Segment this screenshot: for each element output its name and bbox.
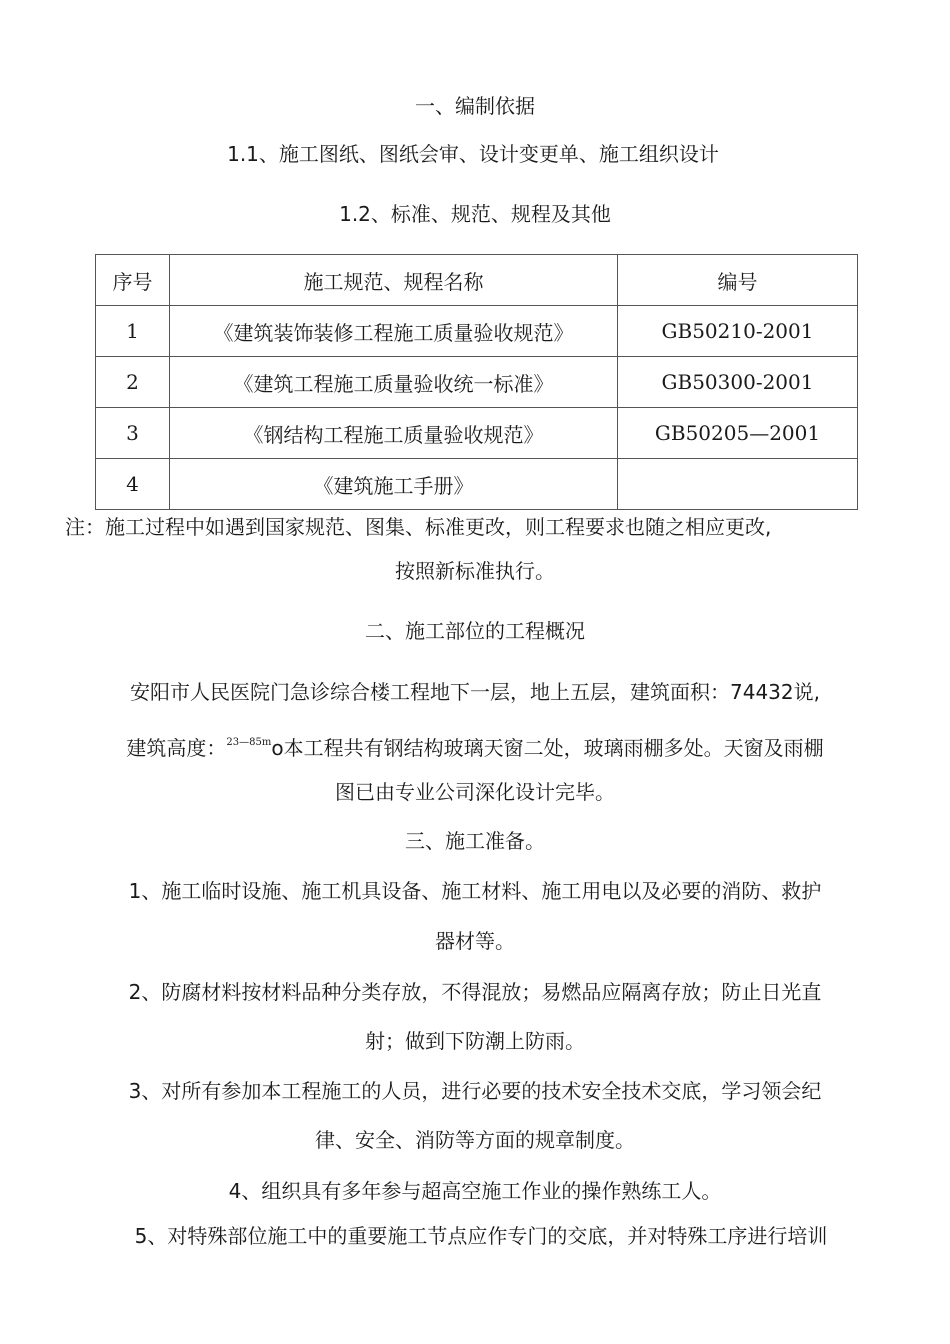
table-row: [96, 408, 858, 459]
header-cell-name: 施工规范、规程名称: [170, 255, 618, 306]
row-code: [618, 459, 858, 510]
standards-table: [95, 254, 858, 510]
table-row: [96, 357, 858, 408]
section2-para-line-3: 图已由专业公司深化设计完毕。: [335, 780, 615, 804]
section2-para-line-1: 安阳市人民医院门急诊综合楼工程地下一层，地上五层，建筑面积：74432说,: [130, 680, 820, 704]
row-no: 2: [96, 357, 170, 408]
row-name: 《钢结构工程施工质量验收规范》: [170, 408, 618, 459]
height-label: 建筑高度：: [126, 736, 227, 760]
note-line-2: 按照新标准执行。: [395, 559, 555, 583]
section2-para-line-2-rest: o本工程共有钢结构玻璃天窗二处，玻璃雨棚多处。天窗及雨棚: [271, 736, 824, 760]
table-row: [96, 459, 858, 510]
section3-item-2-line-1: 2、防腐材料按材料品种分类存放，不得混放；易燃品应隔离存放；防止日光直: [128, 980, 822, 1004]
header-cell-code: 编号: [618, 255, 858, 306]
section2-heading: 二、施工部位的工程概况: [365, 619, 585, 643]
header-cell-no: 序号: [96, 255, 170, 306]
section3-item-1-line-2: 器材等。: [435, 929, 515, 953]
row-no: 1: [96, 306, 170, 357]
row-no: 3: [96, 408, 170, 459]
row-code: GB50210-2001: [618, 306, 858, 357]
height-value: 23—85m: [226, 737, 272, 748]
section3-item-1-line-1: 1、施工临时设施、施工机具设备、施工材料、施工用电以及必要的消防、救护: [128, 879, 822, 903]
row-name: 《建筑施工手册》: [170, 459, 618, 510]
section1-heading: 一、编制依据: [415, 94, 535, 118]
section2-para-line-2: [0, 729, 950, 762]
section3-item-4: 4、组织具有多年参与超高空施工作业的操作熟练工人。: [228, 1179, 722, 1203]
section3-heading: 三、施工准备。: [405, 829, 545, 853]
row-code: GB50205—2001: [618, 408, 858, 459]
row-name: 《建筑装饰装修工程施工质量验收规范》: [170, 306, 618, 357]
section1-item-2: 1.2、标准、规范、规程及其他: [339, 202, 611, 226]
row-no: 4: [96, 459, 170, 510]
section3-item-5: 5、对特殊部位施工中的重要施工节点应作专门的交底，并对特殊工序进行培训: [134, 1224, 828, 1248]
note-line-1: 注：施工过程中如遇到国家规范、图集、标准更改，则工程要求也随之相应更改,: [65, 515, 772, 539]
table-header-row: [96, 255, 858, 306]
row-name: 《建筑工程施工质量验收统一标准》: [170, 357, 618, 408]
table-row: [96, 306, 858, 357]
section3-item-2-line-2: 射；做到下防潮上防雨。: [365, 1029, 585, 1053]
section1-item-1: 1.1、施工图纸、图纸会审、设计变更单、施工组织设计: [227, 142, 719, 166]
row-code: GB50300-2001: [618, 357, 858, 408]
section3-item-3-line-2: 律、安全、消防等方面的规章制度。: [315, 1128, 635, 1152]
section3-item-3-line-1: 3、对所有参加本工程施工的人员，进行必要的技术安全技术交底，学习领会纪: [128, 1079, 822, 1103]
